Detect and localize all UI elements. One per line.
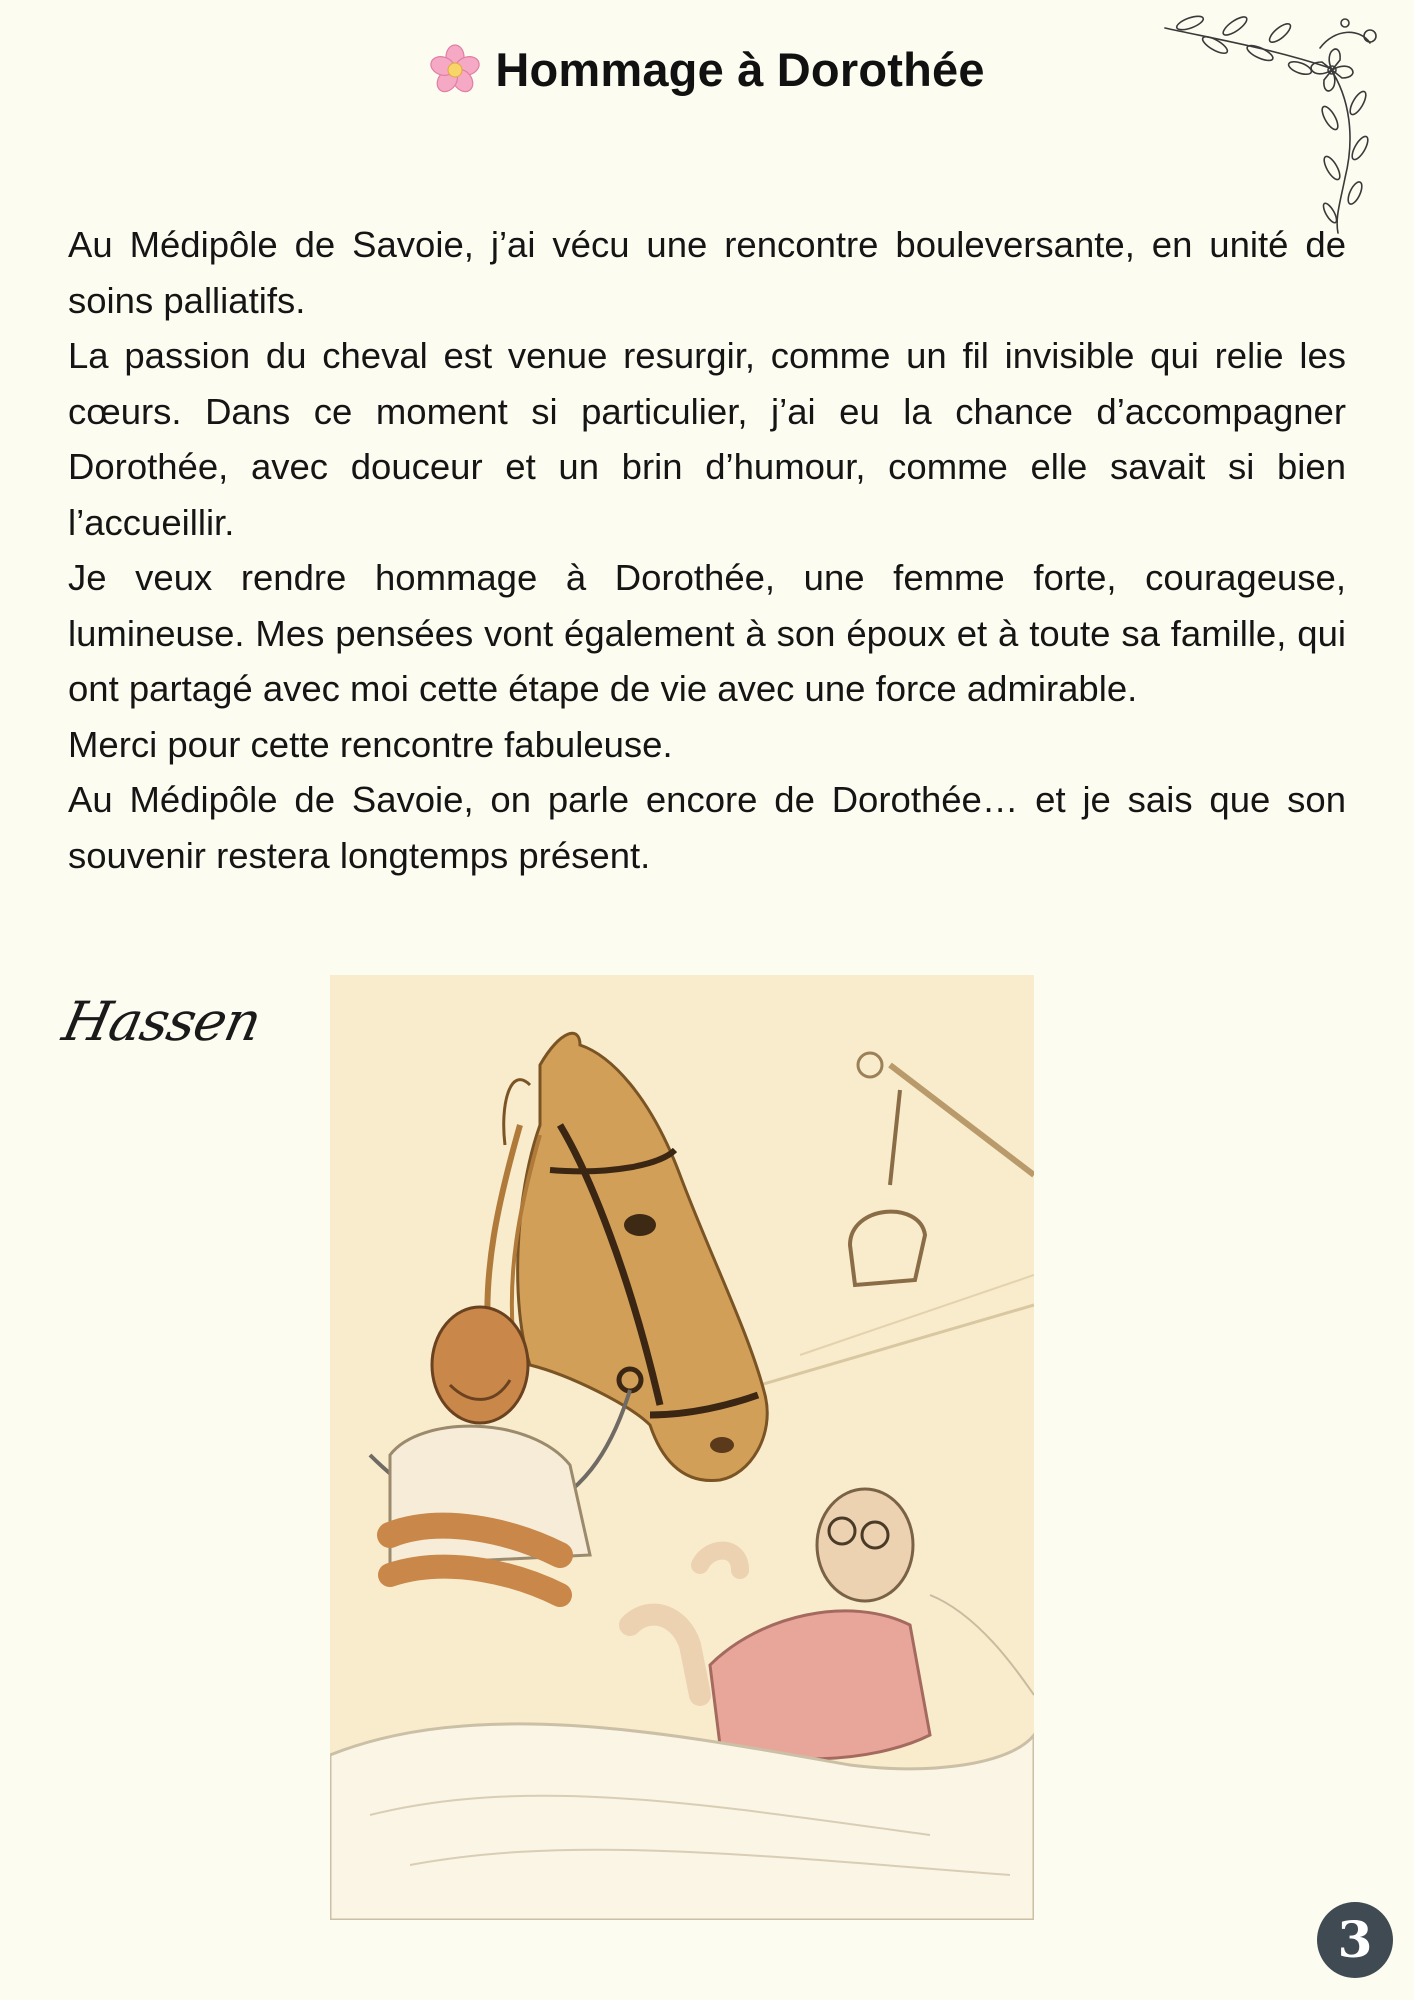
title-row	[0, 42, 1414, 97]
paragraph: La passion du cheval est venue resurgir, comme un fil invisible qui relie les cœurs. Dans ce moment si particulier, j’ai eu la chance d’accompagner Dorothée, avec douceur et un brin d’humour, comme elle savait si bien l’accueillir.	[68, 335, 1346, 543]
page-title: Hommage à Dorothée	[495, 43, 985, 96]
paragraph: Au Médipôle de Savoie, j’ai vécu une rencontre bouleversante, en unité de soins palliatifs.	[68, 224, 1346, 321]
article-body	[68, 217, 1346, 883]
signature: Hassen	[57, 990, 267, 1053]
paragraph: Merci pour cette rencontre fabuleuse.	[68, 723, 673, 765]
page-number-badge: 3	[1317, 1902, 1393, 1978]
horse-hospital-illustration	[330, 975, 1034, 1920]
paragraph: Au Médipôle de Savoie, on parle encore de Dorothée… et je sais que son souvenir restera longtemps présent.	[68, 779, 1346, 876]
paragraph: Je veux rendre hommage à Dorothée, une femme forte, courageuse, lumineuse. Mes pensées vont également à son époux et à toute sa famille, qui ont partagé avec moi cette étape de vie avec une force admirable.	[68, 557, 1346, 709]
cherry-blossom-icon	[429, 44, 481, 96]
